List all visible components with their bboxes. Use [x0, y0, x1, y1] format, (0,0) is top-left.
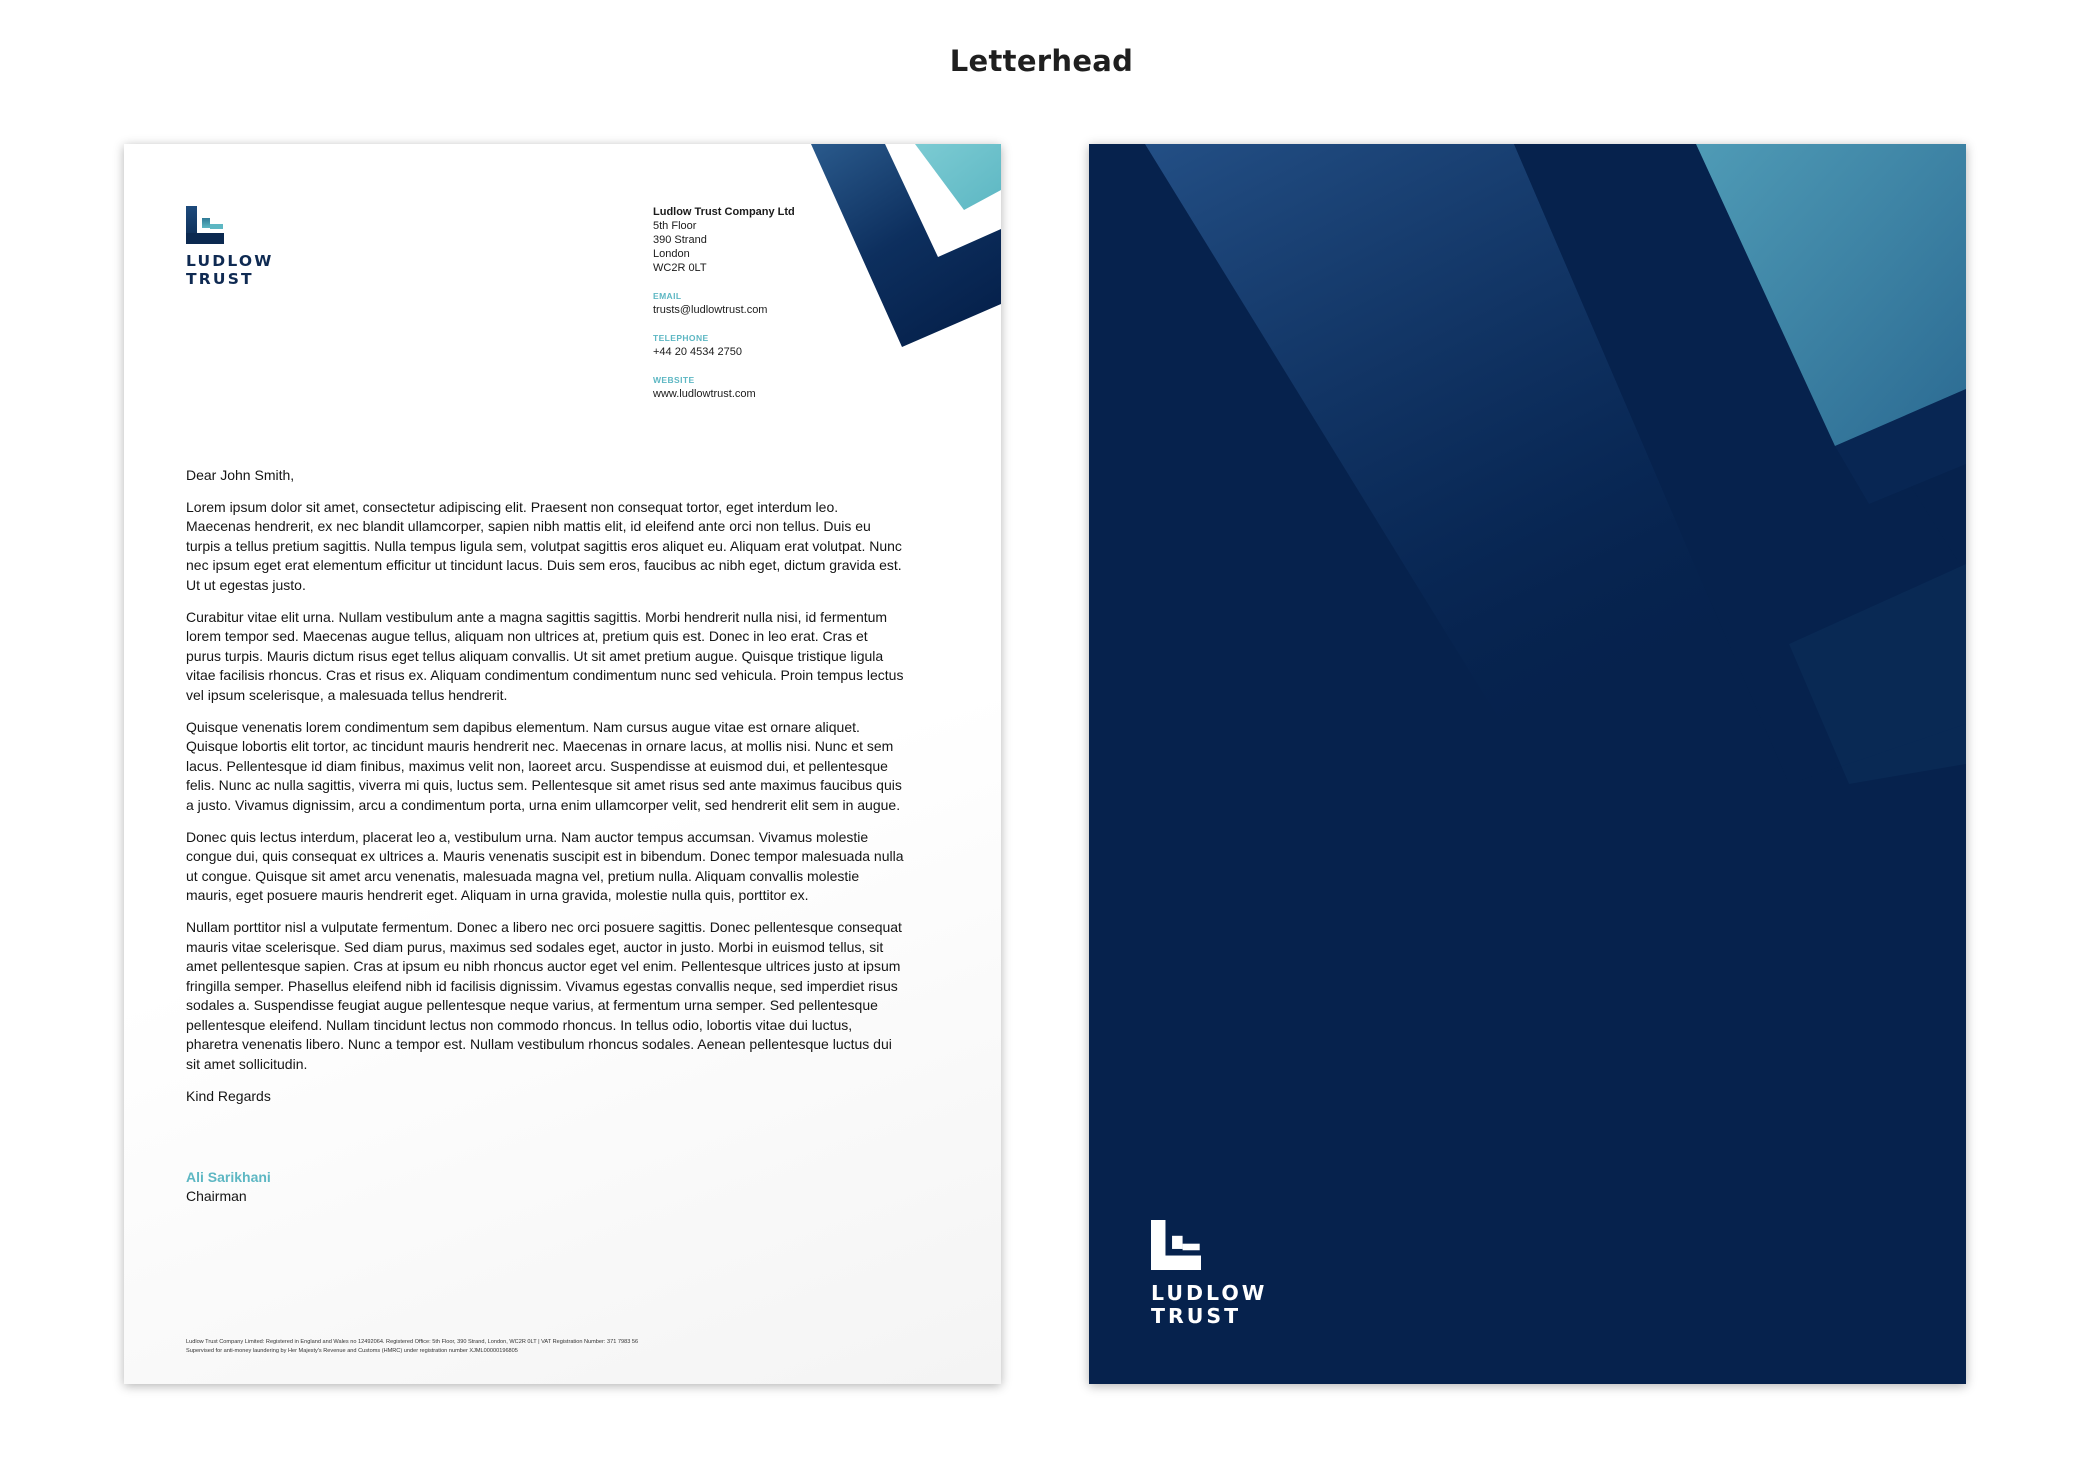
ludlow-trust-logo-reversed — [1151, 1220, 1267, 1328]
logo-word-line2: TRUST — [1151, 1304, 1242, 1328]
company-name: Ludlow Trust Company Ltd — [653, 206, 795, 218]
logo-word-line2: TRUST — [186, 270, 254, 288]
page-heading: Letterhead — [949, 44, 1134, 78]
address-line: 5th Floor — [653, 220, 697, 232]
footer-line: Supervised for anti-money laundering by Her Majesty's Revenue and Customs (HMRC) under registration number XJML00000196805 — [186, 1348, 518, 1354]
address-line: 390 Strand — [653, 234, 707, 246]
body-paragraph: Lorem ipsum dolor sit amet, consectetur adipiscing elit. Praesent non consequat tortor, eget interdum leo. Maecenas hendrerit, ex nec blandit ullamcorper, sapien nibh mattis elit, id eleifend ante orci non tellus. Duis eu turpis a tellus pretium sagittis. Nulla tempus ligula sem, volutpat sagittis eros aliquet eu. Aliquam erat volutpat. Nunc nec ipsum eget erat elementum efficitur ut tincidunt lacus. Duis sem eros, faucibus ac nibh eget, dictum gravida est. Ut ut egestas justo. — [186, 498, 902, 593]
logo-word-line1: LUDLOW — [186, 252, 274, 270]
telephone-label: TELEPHONE — [653, 333, 709, 343]
letterhead-back-sheet — [1089, 144, 1966, 1384]
body-paragraph: Nullam porttitor nisl a vulputate fermentum. Donec a libero nec orci posuere sagittis. Donec pellentesque consequat mauris vitae scelerisque. Sed diam purus, maximus sed sodales eget, auctor in justo. Morbi in euismod tellus, sit amet pellentesque sapien. Cras at ipsum eu nibh rhoncus auctor eget vel enim. Pellentesque ultrices justo at ipsum fringilla semper. Phasellus eleifend nibh id facilisis dignissim. Vivamus egestas convallis neque, sed imperdiet risus sodales a. Suspendisse feugiat augue pellentesque neque varius, at fermentum urna semper. Sed pellentesque pellentesque eleifend. Nullam tincidunt lectus non commodo rhoncus. In tellus odio, lobortis vitae dui luctus, pharetra venenatis libero. Nunc a tempor est. Nullam vestibulum rhoncus sodales. Aenean pellentesque luctus dui sit amet sollicitudin. — [186, 919, 902, 1072]
greeting: Dear John Smith, — [186, 467, 295, 483]
signatory-title: Chairman — [186, 1188, 247, 1204]
letter-body — [186, 466, 906, 1119]
signatory-name: Ali Sarikhani — [186, 1169, 271, 1185]
footer-line: Ludlow Trust Company Limited: Registered in England and Wales no 12492064. Registered Office: 5th Floor, 390 Strand, London, WC2R 0LT | VAT Registration Number: 371 7983 56 — [186, 1339, 639, 1345]
ludlow-trust-logo — [186, 206, 274, 288]
website-value: www.ludlowtrust.com — [653, 388, 756, 400]
body-paragraph: Donec quis lectus interdum, placerat leo a, vestibulum urna. Nam auctor tempus accumsan. Vivamus molestie congue dui, quis consequat ex ultrices a. Mauris venenatis suscipit est in bibendum. Donec tempor malesuada nulla ut congue. Quisque sit amet arcu venenatis, malesuada magna vel, pretium nulla. Aliquam convallis molestie mauris, eget posuere mauris hendrerit eget. Aliquam in urna gravida, molestie nulla quis, porttitor ex. — [186, 828, 904, 903]
closing: Kind Regards — [186, 1087, 271, 1104]
email-value: trusts@ludlowtrust.com — [653, 304, 768, 316]
back-graphic — [1089, 144, 1966, 1384]
body-paragraph: Quisque venenatis lorem condimentum sem dapibus elementum. Nam cursus augue vitae est ornare aliquet. Quisque lobortis elit tortor, ac tincidunt mauris hendrerit nec. Maecenas in ornare lacus, at mollis nisi. Nunc et sem lacus. Pellentesque id diam finibus, maximus velit non, laoreet arcu. Suspendisse at euismod dui, et pellentesque felis. Nunc ac nulla sagittis, viverra mi quis, luctus sem. Pellentesque sit amet risus sed ante maximus faucibus quis a justo. Vivamus dignissim, arcu a condimentum porta, urna enim ullamcorper velit, sed hendrerit elit sem in augue. — [186, 718, 902, 813]
address-line: London — [653, 248, 690, 260]
contact-block — [653, 205, 813, 401]
ludlow-l-mark-icon — [1151, 1220, 1201, 1270]
letterhead-front-sheet — [124, 144, 1001, 1384]
email-label: EMAIL — [653, 291, 682, 301]
legal-footer — [186, 1338, 786, 1356]
ludlow-l-mark-icon — [186, 206, 224, 244]
body-paragraph: Curabitur vitae elit urna. Nullam vestibulum ante a magna sagittis sagittis. Morbi hendrerit nulla nisi, id fermentum lorem tempor sed. Maecenas augue tellus, aliquam non ultrices at, pretium quis est. Donec in leo erat. Cras et purus turpis. Mauris dictum risus eget tellus aliquam convallis. Ut sit amet pretium augue. Quisque tristique ligula vitae facilisis rhoncus. Cras et risus ex. Aliquam condimentum condimentum nunc sed vehicula. Proin tempus lectus vel ipsum scelerisque, a malesuada tellus hendrerit. — [186, 608, 904, 703]
website-label: WEBSITE — [653, 375, 695, 385]
address-line: WC2R 0LT — [653, 262, 707, 274]
logo-word-line1: LUDLOW — [1151, 1281, 1268, 1305]
corner-graphic — [811, 144, 1001, 354]
telephone-value: +44 20 4534 2750 — [653, 346, 743, 358]
